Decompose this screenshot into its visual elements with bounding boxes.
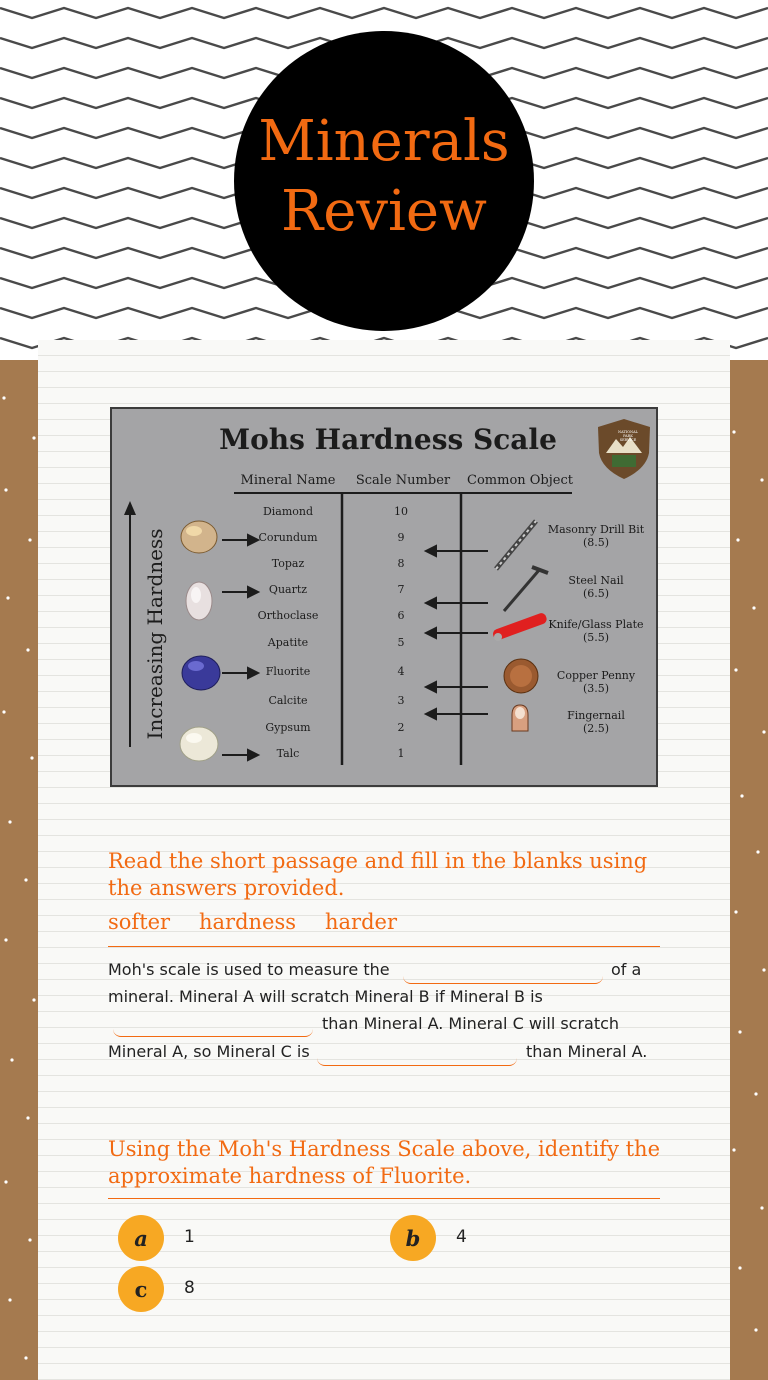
scale-number: 10 <box>394 505 408 518</box>
mineral-name: Diamond <box>262 505 314 518</box>
mineral-name: Fluorite <box>265 665 311 678</box>
cork-dot <box>8 820 11 823</box>
cork-dot <box>28 538 31 541</box>
mohs-scale-image <box>110 407 658 787</box>
cork-dot <box>32 998 35 1001</box>
choice-c-text[interactable]: 8 <box>184 1278 195 1298</box>
cork-dot <box>30 756 33 759</box>
cork-dot <box>754 1328 757 1331</box>
cork-dot <box>762 968 765 971</box>
badge-text-line-2: PARK <box>623 434 633 438</box>
common-object-hardness: (2.5) <box>582 722 610 735</box>
scale-number: 8 <box>397 557 405 570</box>
scale-number: 2 <box>397 721 405 734</box>
scale-number: 7 <box>397 583 405 596</box>
cork-dot <box>26 1116 29 1119</box>
object-pointer-arrows <box>426 546 488 719</box>
chevron-stripe <box>0 8 768 18</box>
cork-dot <box>738 1266 741 1269</box>
mineral-name: Topaz <box>271 557 305 570</box>
chart-title: Mohs Hardness Scale <box>219 423 557 456</box>
cork-dot <box>760 478 763 481</box>
drill-bit-icon <box>496 521 536 569</box>
divider <box>108 946 660 947</box>
answer-blank-2[interactable] <box>113 1015 313 1037</box>
cork-dot <box>736 538 739 541</box>
copper-penny-icon <box>504 659 538 693</box>
answer-blank-3[interactable] <box>317 1044 517 1066</box>
fluorite-rock-icon <box>182 656 220 690</box>
cork-dot <box>752 606 755 609</box>
choice-b-text[interactable]: 4 <box>456 1227 467 1247</box>
mineral-name: Gypsum <box>265 721 311 734</box>
cork-border-right <box>730 360 768 1380</box>
cork-dot <box>754 1092 757 1095</box>
cork-dot <box>760 1206 763 1209</box>
cork-dot <box>24 1356 27 1359</box>
col-mineral-name: Mineral Name <box>240 473 336 488</box>
question-1-prompt: Read the short passage and fill in the blanks using the answers provided. <box>108 849 648 900</box>
cork-dot <box>24 878 27 881</box>
common-object-hardness: (3.5) <box>582 682 610 695</box>
cork-dot <box>4 938 7 941</box>
mineral-name: Orthoclase <box>257 609 319 622</box>
axis-label-increasing-hardness: Increasing Hardness <box>143 528 167 740</box>
nps-arrowhead-icon <box>598 419 650 479</box>
passage-text: than Mineral A. <box>526 1042 648 1061</box>
common-object-name: Copper Penny <box>556 669 636 682</box>
talc-rock-icon <box>180 727 218 761</box>
answer-blank-1[interactable] <box>403 962 603 984</box>
passage-text: Moh's scale is used to measure the <box>108 960 390 979</box>
common-object-hardness: (5.5) <box>582 631 610 644</box>
mineral-name: Corundum <box>258 531 318 544</box>
col-scale-number: Scale Number <box>355 473 451 488</box>
cork-dot <box>734 910 737 913</box>
scale-number: 6 <box>397 609 405 622</box>
cork-dot <box>10 1058 13 1061</box>
cork-dot <box>4 1180 7 1183</box>
scale-number: 3 <box>397 694 405 707</box>
passage-text: mineral. Mineral A will scratch Mineral B if Mineral B is <box>108 987 543 1006</box>
common-object-name: Knife/Glass Plate <box>548 618 644 631</box>
cork-dot <box>756 850 759 853</box>
badge-text-line-3: SERVICE <box>619 438 637 442</box>
col-common-object: Common Object <box>467 473 573 488</box>
word-bank-item[interactable]: hardness <box>199 910 297 934</box>
word-bank-item[interactable]: softer <box>108 910 171 934</box>
scale-number: 1 <box>397 747 405 760</box>
scale-number: 4 <box>397 665 405 678</box>
choice-c-badge[interactable]: c <box>118 1266 164 1312</box>
cork-dot <box>762 730 765 733</box>
choice-a-badge[interactable]: a <box>118 1215 164 1261</box>
cork-dot <box>2 710 5 713</box>
cork-dot <box>6 596 9 599</box>
passage-text: than Mineral A. Mineral C will scratch <box>322 1014 620 1033</box>
passage-text: Mineral A, so Mineral C is <box>108 1042 310 1061</box>
steel-nail-icon <box>504 567 548 611</box>
scale-number: 9 <box>397 531 405 544</box>
common-object-hardness: (6.5) <box>582 587 610 600</box>
cork-dot <box>732 1148 735 1151</box>
choice-b-badge[interactable]: b <box>390 1215 436 1261</box>
corundum-rock-icon <box>181 521 217 553</box>
cork-dot <box>4 488 7 491</box>
cork-dot <box>732 430 735 433</box>
common-object-name: Fingernail <box>567 709 625 722</box>
choice-a-text[interactable]: 1 <box>184 1227 195 1247</box>
mineral-name: Apatite <box>267 636 309 649</box>
divider <box>108 1198 660 1199</box>
passage-text: of a <box>611 960 642 979</box>
common-object-hardness: (8.5) <box>582 536 610 549</box>
mineral-name: Quartz <box>268 583 308 596</box>
cork-dot <box>8 1298 11 1301</box>
badge-text-line-1: NATIONAL <box>618 430 638 434</box>
question-2-prompt: Using the Moh's Hardness Scale above, identify the approximate hardness of Fluorite. <box>108 1137 660 1188</box>
cork-dot <box>734 668 737 671</box>
common-object-name: Steel Nail <box>568 574 624 587</box>
cork-dot <box>26 648 29 651</box>
word-bank-item[interactable]: harder <box>325 910 397 934</box>
cork-dot <box>738 1030 741 1033</box>
quartz-rock-icon <box>186 582 212 620</box>
mineral-name: Talc <box>276 747 300 760</box>
mineral-name: Calcite <box>268 694 308 707</box>
cork-dot <box>2 396 5 399</box>
common-object-name: Masonry Drill Bit <box>547 523 645 536</box>
fingernail-icon <box>512 705 528 731</box>
page-title-line-1: Minerals <box>258 109 510 174</box>
page-title-line-2: Review <box>281 179 487 244</box>
cork-border-left <box>0 360 38 1380</box>
cork-dot <box>28 1238 31 1241</box>
cork-dot <box>740 794 743 797</box>
cork-dot <box>32 436 35 439</box>
mineral-pointer-arrows <box>222 535 258 760</box>
pocket-knife-icon <box>492 612 548 641</box>
scale-number: 5 <box>397 636 405 649</box>
title-badge <box>234 31 534 331</box>
